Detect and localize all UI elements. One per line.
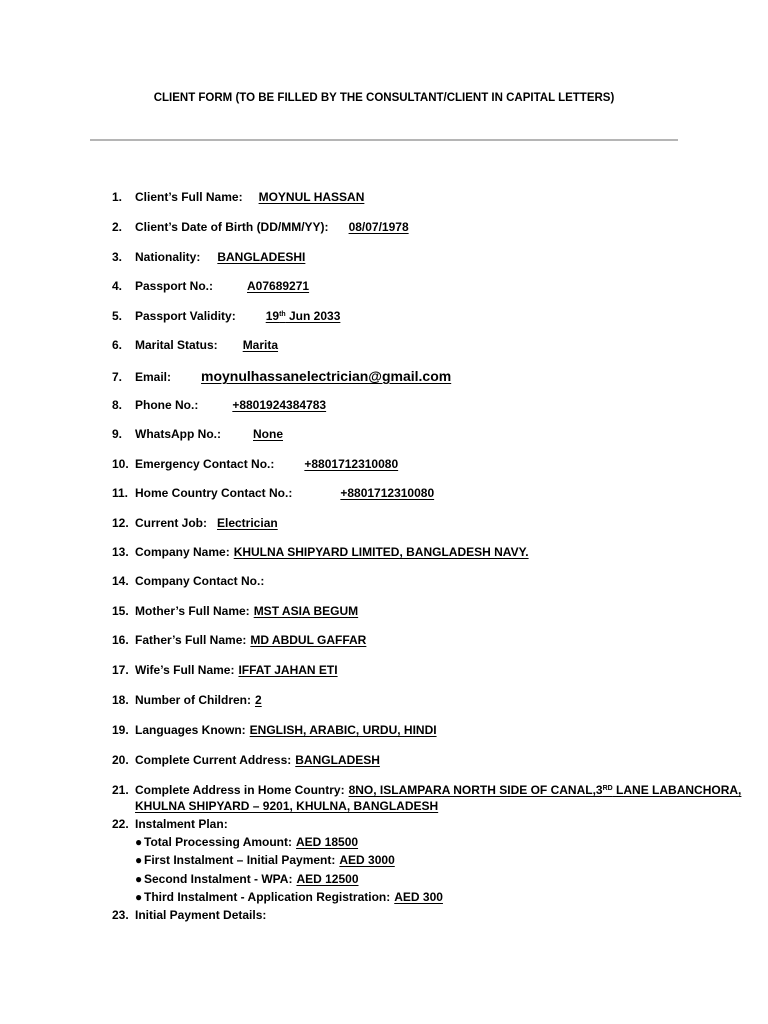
- instalment-label: Total Processing Amount:: [144, 835, 293, 849]
- field-value[interactable]: MOYNUL HASSAN: [258, 190, 365, 204]
- form-title: CLIENT FORM (TO BE FILLED BY THE CONSULTANT/CLIENT IN CAPITAL LETTERS): [153, 92, 615, 104]
- field-home-country-contact: [112, 486, 468, 500]
- field-initial-payment-details: [112, 908, 266, 922]
- field-value[interactable]: KHULNA SHIPYARD – 9201, KHULNA, BANGLADESH: [135, 799, 439, 813]
- instalment-item: [135, 853, 395, 867]
- field-label: Instalment Plan:: [135, 817, 228, 831]
- field-value[interactable]: +8801712310080: [304, 457, 399, 471]
- field-whatsapp-no: [112, 427, 323, 441]
- field-number: 8.: [112, 398, 123, 412]
- field-label: Complete Address in Home Country:: [135, 783, 345, 797]
- field-number: 1.: [112, 190, 123, 204]
- field-languages-known: [112, 723, 437, 737]
- field-label: Mother’s Full Name:: [135, 604, 250, 618]
- field-label: Email:: [135, 370, 172, 384]
- field-label: Company Name:: [135, 545, 230, 559]
- field-value[interactable]: BANGLADESHI: [217, 250, 306, 264]
- field-label: WhatsApp No.:: [135, 427, 221, 441]
- field-label: Current Job:: [135, 516, 207, 530]
- field-label: Home Country Contact No.:: [135, 486, 293, 500]
- field-number: 18.: [112, 693, 129, 707]
- field-value[interactable]: Marita: [242, 338, 279, 352]
- field-label: Company Contact No.:: [135, 574, 265, 588]
- field-value[interactable]: Electrician: [217, 516, 278, 530]
- bullet-icon: ●: [135, 835, 143, 849]
- bullet-icon: ●: [135, 890, 143, 904]
- field-label: Client’s Date of Birth (DD/MM/YY):: [135, 220, 329, 234]
- field-number: 14.: [112, 574, 129, 588]
- field-wife-name: [112, 663, 384, 677]
- field-label: Initial Payment Details:: [135, 908, 267, 922]
- field-label: Wife’s Full Name:: [135, 663, 235, 677]
- field-label: Marital Status:: [135, 338, 218, 352]
- field-current-address: [112, 753, 390, 767]
- field-number: 22.: [112, 817, 129, 831]
- field-number: 23.: [112, 908, 129, 922]
- field-label: Father’s Full Name:: [135, 633, 247, 647]
- field-marital-status: [112, 338, 316, 352]
- field-number: 15.: [112, 604, 129, 618]
- instalment-value[interactable]: AED 300: [394, 890, 443, 904]
- field-value[interactable]: A07689271: [247, 279, 310, 293]
- field-number: 21.: [112, 783, 129, 797]
- field-number: 19.: [112, 723, 129, 737]
- field-label: Passport Validity:: [135, 309, 236, 323]
- field-company-name: [112, 545, 529, 559]
- field-number: 3.: [112, 250, 123, 264]
- field-number: 4.: [112, 279, 123, 293]
- field-number: 17.: [112, 663, 129, 677]
- field-label: Passport No.:: [135, 279, 214, 293]
- field-value[interactable]: moynulhassanelectrician@gmail.com: [201, 368, 452, 384]
- field-emergency-contact: [112, 457, 426, 471]
- field-number: 9.: [112, 427, 123, 441]
- field-mother-name: [112, 604, 382, 618]
- field-instalment-plan: [112, 817, 228, 831]
- instalment-value[interactable]: AED 3000: [339, 853, 395, 867]
- field-passport-validity: [112, 309, 366, 323]
- instalment-label: First Instalment – Initial Payment:: [144, 853, 336, 867]
- instalment-item: [135, 835, 358, 849]
- instalment-item: [135, 872, 359, 886]
- field-value[interactable]: +8801924384783: [232, 398, 327, 412]
- field-label: Languages Known:: [135, 723, 246, 737]
- field-number: 10.: [112, 457, 129, 471]
- field-full-name: [112, 190, 386, 204]
- field-value[interactable]: 19th Jun 2033: [265, 309, 341, 323]
- field-date-of-birth: [112, 220, 419, 234]
- field-number: 12.: [112, 516, 129, 530]
- field-label: Phone No.:: [135, 398, 199, 412]
- field-number: 20.: [112, 753, 129, 767]
- field-father-name: [112, 633, 386, 647]
- field-value[interactable]: ENGLISH, ARABIC, URDU, HINDI: [249, 723, 437, 737]
- bullet-icon: ●: [135, 853, 143, 867]
- instalment-label: Second Instalment - WPA:: [144, 872, 293, 886]
- field-label: Emergency Contact No.:: [135, 457, 275, 471]
- field-label: Complete Current Address:: [135, 753, 292, 767]
- field-number: 2.: [112, 220, 123, 234]
- field-value[interactable]: IFFAT JAHAN ETI: [238, 663, 338, 677]
- field-company-contact: [112, 574, 282, 588]
- field-phone-no: [112, 398, 366, 412]
- field-value[interactable]: 2: [255, 693, 262, 707]
- field-nationality: [112, 250, 327, 264]
- field-label: Client’s Full Name:: [135, 190, 243, 204]
- instalment-item: [135, 890, 443, 904]
- field-current-job: [112, 516, 284, 530]
- field-label: Number of Children:: [135, 693, 251, 707]
- instalment-value[interactable]: AED 18500: [296, 835, 359, 849]
- field-email: [112, 369, 467, 384]
- field-value[interactable]: 8NO, ISLAMPARA NORTH SIDE OF CANAL,3RD LANE LABANCHORA,: [348, 783, 742, 797]
- field-value[interactable]: +8801712310080: [340, 486, 435, 500]
- field-home-address: [112, 783, 741, 797]
- field-value[interactable]: None: [253, 427, 283, 441]
- field-number: 11.: [112, 486, 129, 500]
- title-divider: [90, 139, 678, 141]
- bullet-icon: ●: [135, 872, 143, 886]
- instalment-label: Third Instalment - Application Registration:: [144, 890, 391, 904]
- field-label: Nationality:: [135, 250, 201, 264]
- field-passport-no: [112, 279, 327, 293]
- field-number-of-children: [112, 693, 280, 707]
- field-value[interactable]: KHULNA SHIPYARD LIMITED, BANGLADESH NAVY.: [233, 545, 529, 559]
- field-number: 5.: [112, 309, 123, 323]
- field-number: 6.: [112, 338, 123, 352]
- field-value[interactable]: BANGLADESH: [295, 753, 380, 767]
- field-value[interactable]: MD ABDUL GAFFAR: [250, 633, 367, 647]
- field-value[interactable]: MST ASIA BEGUM: [253, 604, 359, 618]
- field-number: 7.: [112, 370, 123, 384]
- instalment-value[interactable]: AED 12500: [296, 872, 359, 886]
- field-value[interactable]: 08/07/1978: [348, 220, 409, 234]
- field-number: 13.: [112, 545, 129, 559]
- field-number: 16.: [112, 633, 129, 647]
- field-home-address-line2: [135, 799, 444, 813]
